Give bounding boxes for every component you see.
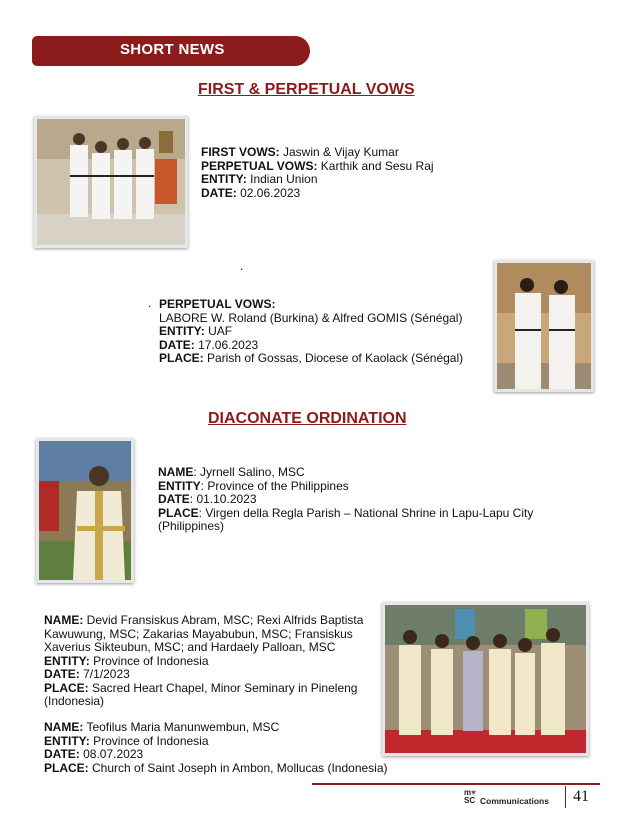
entity-label: ENTITY <box>158 478 201 493</box>
logo-sc: SC <box>464 796 476 805</box>
first-vows-label: FIRST VOWS: <box>201 145 280 159</box>
entity-label: ENTITY: <box>44 653 90 668</box>
diaconate-heading: DIACONATE ORDINATION <box>208 410 407 427</box>
page-number: 41 <box>573 788 589 805</box>
place-label: PLACE: <box>159 351 204 365</box>
perpetual-names: LABORE W. Roland (Burkina) & Alfred GOMIS (Sénégal) <box>159 310 463 325</box>
perpetual-vows-label: PERPETUAL VOWS: <box>159 297 276 311</box>
date-value: 7/1/2023 <box>79 667 130 681</box>
place-value: Parish of Gossas, Diocese of Kaolack (Sénégal) <box>203 351 464 365</box>
banner-title: SHORT NEWS <box>120 41 225 58</box>
logo-wordmark: Communications <box>480 796 549 806</box>
entry-first-vows <box>201 146 434 200</box>
name-label: NAME <box>158 465 194 479</box>
date-label: DATE: <box>201 185 237 200</box>
name-label: NAME: <box>44 720 84 734</box>
entity-label: ENTITY: <box>201 172 247 186</box>
place-value: Church of Saint Joseph in Ambon, Mollucas (Indonesia) <box>88 760 388 775</box>
perpetual-vows-label: PERPETUAL VOWS: <box>201 158 318 173</box>
date-label: DATE: <box>44 747 80 761</box>
entry-diaconate-indonesia-group <box>44 614 379 709</box>
name-value: Devid Fransiskus Abram, MSC; Rexi Alfrids Baptista Kawuwung, MSC; Zakarias Mayabubun, MSC; Fransiskus Xaverius Sikteubun, MSC; and Hardaely Palloan, MSC <box>44 613 364 654</box>
date-label: DATE: <box>44 667 80 681</box>
date-value: : 01.10.2023 <box>189 492 257 506</box>
date-value: 17.06.2023 <box>194 337 259 352</box>
entity-value: Indian Union <box>246 172 318 186</box>
vows-heading: FIRST & PERPETUAL VOWS <box>198 81 415 98</box>
date-label: DATE <box>158 492 190 506</box>
entity-value: Province of Indonesia <box>89 733 209 748</box>
first-vows-value: Jaswin & Vijay Kumar <box>279 145 399 159</box>
entry-perpetual-vows <box>159 298 463 366</box>
section-banner <box>32 36 310 66</box>
vows-group-photo <box>34 116 188 248</box>
perpetual-vows-photo <box>494 260 594 392</box>
entry-diaconate-indonesia-ambon <box>44 721 388 775</box>
entity-value: : Province of the Philippines <box>200 478 349 493</box>
diaconate-photo-philippines <box>36 438 134 583</box>
entity-value: UAF <box>204 324 233 338</box>
place-label: PLACE: <box>44 760 89 775</box>
entity-value: Province of Indonesia <box>89 653 209 668</box>
place-label: PLACE: <box>44 680 89 695</box>
entry-diaconate-philippines <box>158 466 568 534</box>
place-value: Sacred Heart Chapel, Minor Seminary in Pineleng (Indonesia) <box>44 680 358 708</box>
entity-label: ENTITY: <box>159 324 205 338</box>
heart-icon: ♥ <box>471 788 476 797</box>
name-value: Teofilus Maria Manunwembun, MSC <box>83 720 280 734</box>
stray-dot: . <box>240 259 244 273</box>
place-label: PLACE <box>158 505 199 520</box>
logo-m: m <box>464 788 472 797</box>
diaconate-group-photo <box>382 602 589 756</box>
date-value: 08.07.2023 <box>79 747 144 761</box>
footer-separator <box>565 786 566 808</box>
name-label: NAME: <box>44 613 84 627</box>
date-value: 02.06.2023 <box>236 185 301 200</box>
entity-label: ENTITY: <box>44 733 90 748</box>
stray-dot: . <box>148 296 152 310</box>
place-value: : Virgen della Regla Parish – National Shrine in Lapu-Lapu City (Philippines) <box>158 505 534 533</box>
perpetual-vows-value: Karthik and Sesu Raj <box>317 158 434 173</box>
date-label: DATE: <box>159 337 195 352</box>
footer-divider <box>312 783 600 785</box>
name-value: : Jyrnell Salino, MSC <box>193 465 305 479</box>
